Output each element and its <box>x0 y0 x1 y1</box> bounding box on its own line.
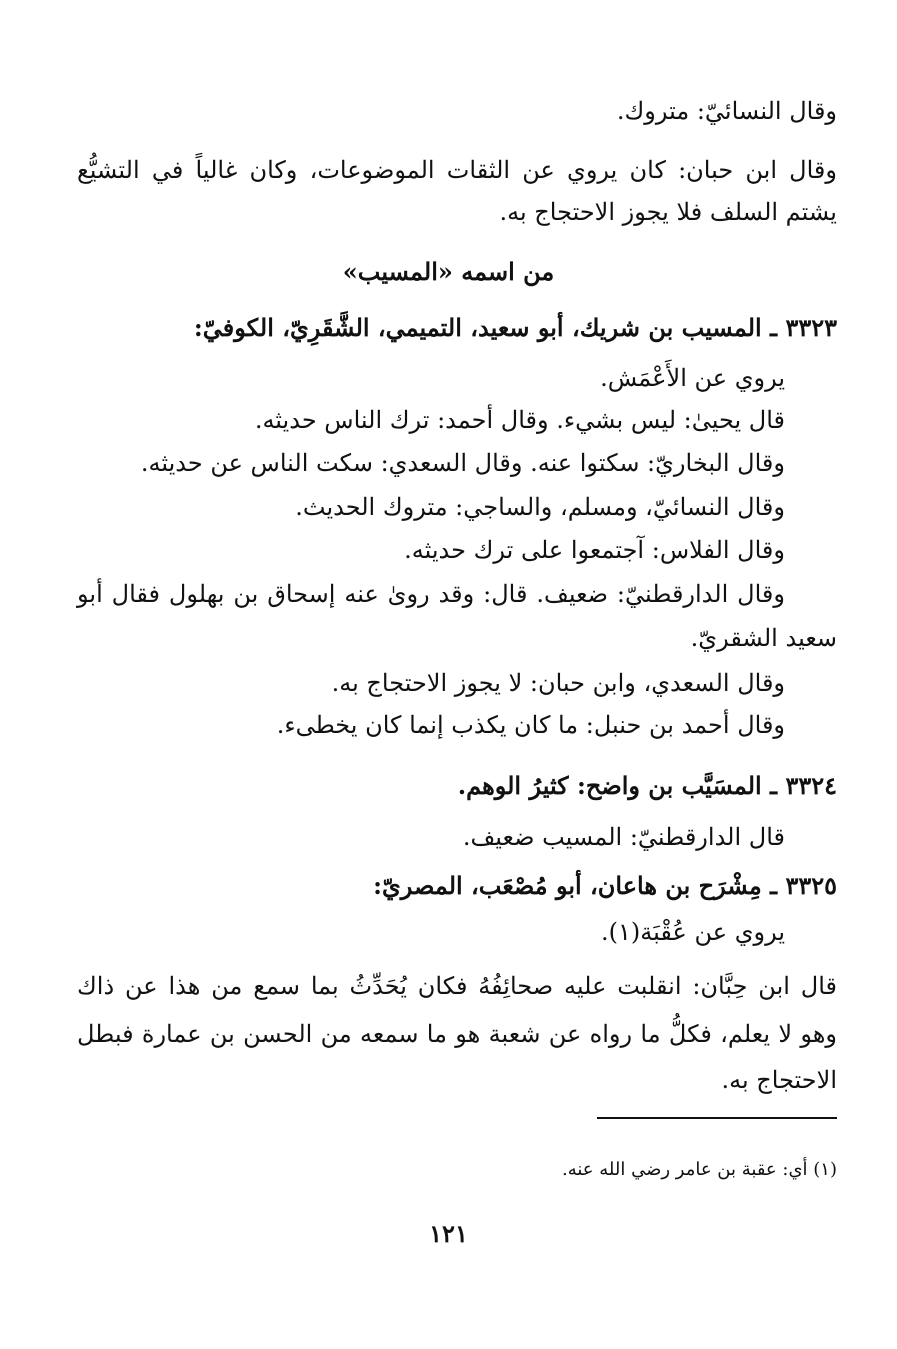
text-line: يروي عن عُقْبَة(١). <box>601 918 785 946</box>
text-line: وهو لا يعلم، فكلُّ ما رواه عن شعبة هو ما سمعه من الحسن بن عمارة فبطل <box>77 1020 837 1048</box>
footnote: (١) أي: عقبة بن عامر رضي الله عنه. <box>562 1159 837 1180</box>
entry-heading-3325: ٣٣٢٥ ـ مِشْرَح بن هاعان، أبو مُصْعَب، المصريّ: <box>373 871 837 900</box>
text-line: قال الدارقطنيّ: المسيب ضعيف. <box>462 823 785 851</box>
text-line: سعيد الشقريّ. <box>690 624 837 652</box>
text-line: الاحتجاج به. <box>721 1066 837 1094</box>
text-line: وقال النسائيّ: متروك. <box>616 97 837 125</box>
text-line: قال يحيىٰ: ليس بشيء. وقال أحمد: ترك الناس حديثه. <box>254 406 785 434</box>
text-line: وقال أحمد بن حنبل: ما كان يكذب إنما كان يخطىء. <box>276 711 785 739</box>
entry-heading-3323: ٣٣٢٣ ـ المسيب بن شريك، أبو سعيد، التميمي، الشَّقَرِيّ، الكوفيّ: <box>193 313 837 342</box>
text-line: قال ابن حِبَّان: انقلبت عليه صحائِفُهُ فكان يُحَدِّثُ بما سمع من هذا عن ذاك <box>77 972 838 1000</box>
text-line: وقال البخاريّ: سكتوا عنه. وقال السعدي: سكت الناس عن حديثه. <box>140 449 785 477</box>
text-line: وقال السعدي، وابن حبان: لا يجوز الاحتجاج به. <box>331 669 785 697</box>
text-line: وقال الدارقطنيّ: ضعيف. قال: وقد روىٰ عنه إسحاق بن بهلول فقال أبو <box>77 580 785 608</box>
text-line: يشتم السلف فلا يجوز الاحتجاج به. <box>499 198 837 226</box>
text-line: يروي عن الأَعْمَش. <box>600 364 785 392</box>
text-line: وقال النسائيّ، ومسلم، والساجي: متروك الحديث. <box>295 493 785 521</box>
entry-heading-3324: ٣٣٢٤ ـ المسَيَّب بن واضح: كثيرُ الوهم. <box>457 771 837 800</box>
text-line: وقال الفلاس: آجتمعوا على ترك حديثه. <box>404 536 785 564</box>
text-line: وقال ابن حبان: كان يروي عن الثقات الموضوعات، وكان غالياً في التشيُّع <box>77 156 837 184</box>
page-number: ١٢١ <box>429 1219 468 1248</box>
section-heading: من اسمه «المسيب» <box>342 257 555 286</box>
footnote-divider <box>597 1117 837 1119</box>
